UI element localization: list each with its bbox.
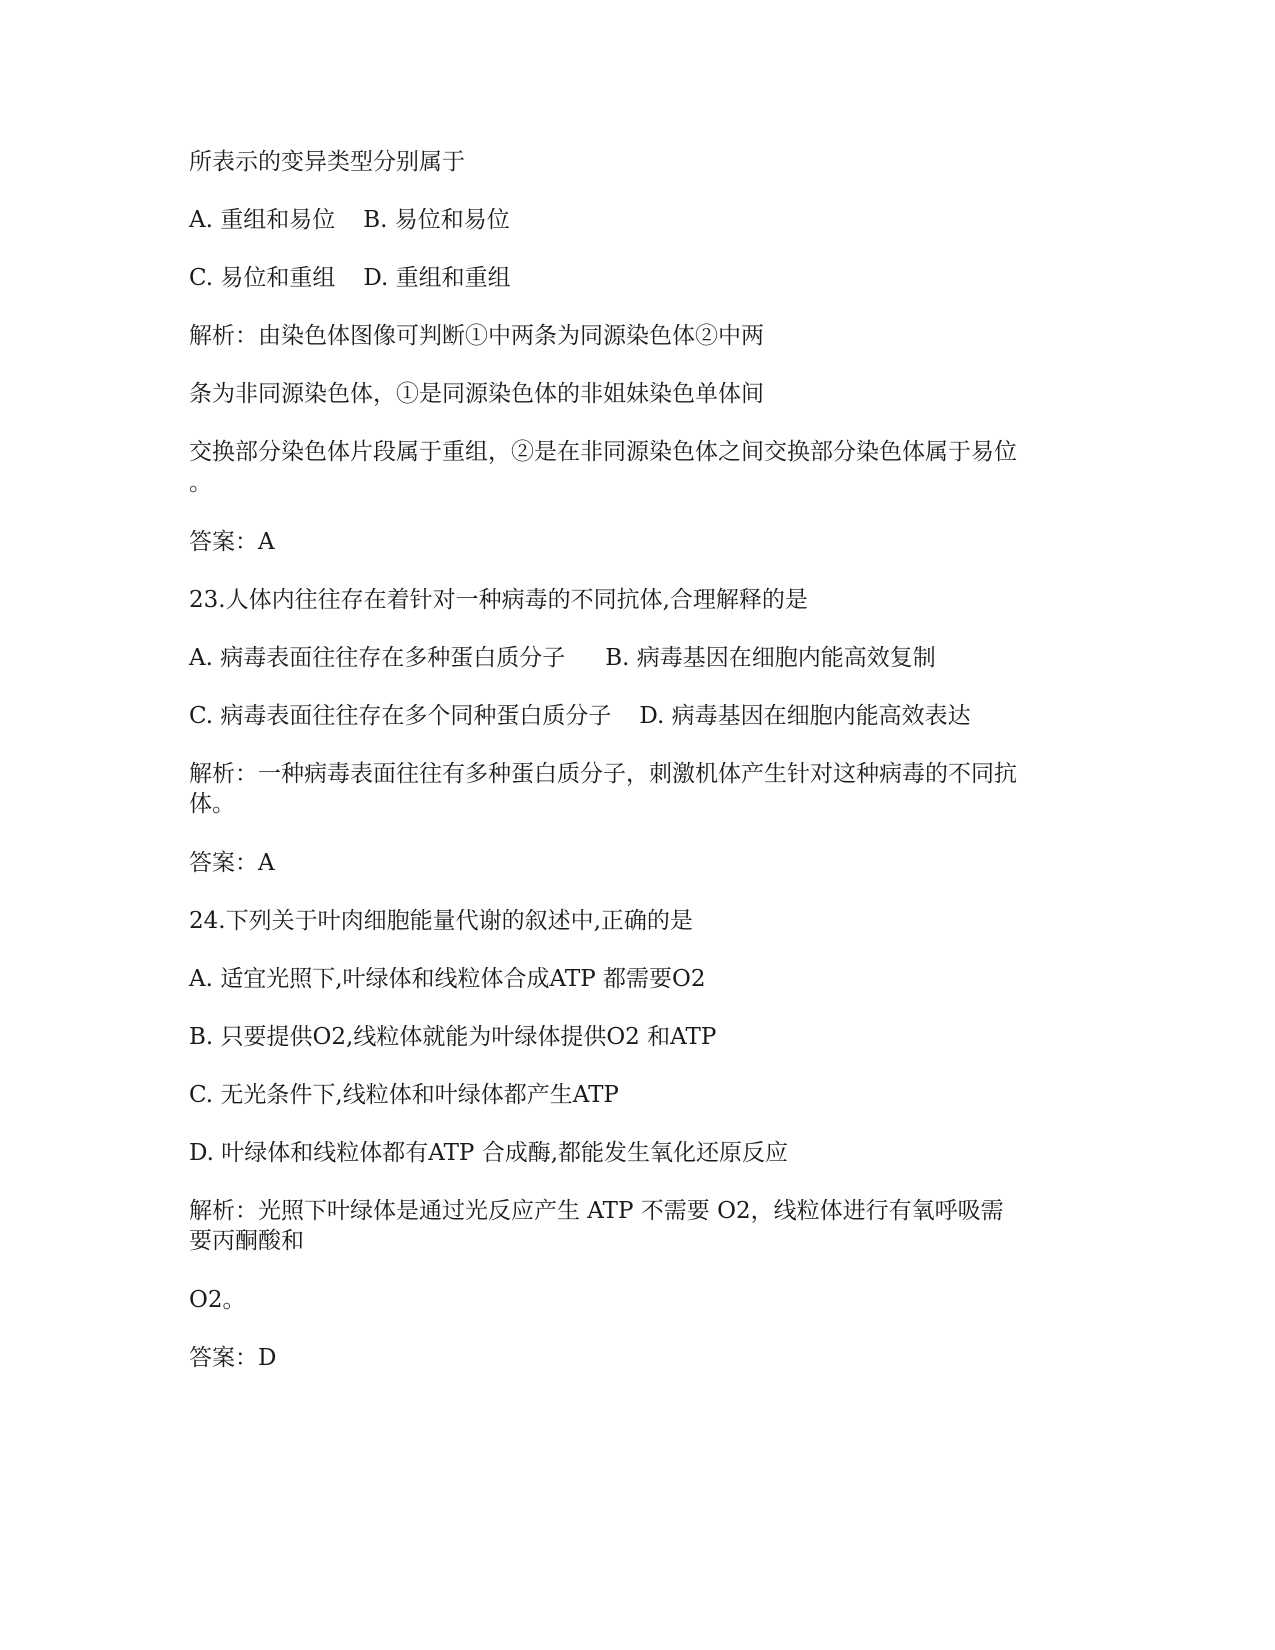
- q24-option-b: B. 只要提供O2,线粒体就能为叶绿体提供O2 和ATP: [189, 1024, 717, 1050]
- q22-answer: 答案：A: [189, 529, 275, 555]
- q22-option-d: D. 重组和重组: [363, 265, 511, 291]
- q24-analysis-line-2: 要丙酮酸和: [189, 1228, 304, 1254]
- q22-analysis-line-1: 解析：由染色体图像可判断①中两条为同源染色体②中两: [189, 323, 764, 349]
- q23-answer: 答案：A: [189, 850, 275, 876]
- q22-stem-tail: 所表示的变异类型分别属于: [189, 149, 465, 175]
- q23-analysis-line-2: 体。: [189, 791, 235, 817]
- q24-analysis-line-1: 解析：光照下叶绿体是通过光反应产生 ATP 不需要 O2，线粒体进行有氧呼吸需: [189, 1198, 1004, 1224]
- q24-analysis-line-3: O2。: [189, 1287, 246, 1313]
- q22-options-ab: [189, 205, 510, 235]
- q23-options-cd: [189, 701, 971, 731]
- q23-options-ab: [189, 643, 936, 673]
- q23-analysis-line-1: 解析：一种病毒表面往往有多种蛋白质分子，刺激机体产生针对这种病毒的不同抗: [189, 761, 1017, 787]
- q24-answer: 答案：D: [189, 1345, 277, 1371]
- q22-options-cd: [189, 263, 511, 293]
- q23-option-b: B. 病毒基因在细胞内能高效复制: [605, 645, 936, 671]
- q22-option-a: A. 重组和易位: [189, 207, 336, 233]
- q22-analysis-line-4: 。: [189, 470, 212, 496]
- q23-stem: 23.人体内往往存在着针对一种病毒的不同抗体,合理解释的是: [189, 587, 808, 613]
- q24-stem: 24.下列关于叶肉细胞能量代谢的叙述中,正确的是: [189, 908, 693, 934]
- q24-option-d: D. 叶绿体和线粒体都有ATP 合成酶,都能发生氧化还原反应: [189, 1140, 789, 1166]
- q22-analysis-line-3: 交换部分染色体片段属于重组，②是在非同源染色体之间交换部分染色体属于易位: [189, 439, 1017, 465]
- q24-option-a: A. 适宜光照下,叶绿体和线粒体合成ATP 都需要O2: [189, 966, 706, 992]
- q22-option-b: B. 易位和易位: [363, 207, 510, 233]
- q22-option-c: C. 易位和重组: [189, 265, 336, 291]
- q23-option-c: C. 病毒表面往往存在多个同种蛋白质分子: [189, 703, 612, 729]
- q22-analysis-line-2: 条为非同源染色体，①是同源染色体的非姐妹染色单体间: [189, 381, 764, 407]
- q24-option-c: C. 无光条件下,线粒体和叶绿体都产生ATP: [189, 1082, 619, 1108]
- q23-option-d: D. 病毒基因在细胞内能高效表达: [639, 703, 971, 729]
- q23-option-a: A. 病毒表面往往存在多种蛋白质分子: [189, 645, 566, 671]
